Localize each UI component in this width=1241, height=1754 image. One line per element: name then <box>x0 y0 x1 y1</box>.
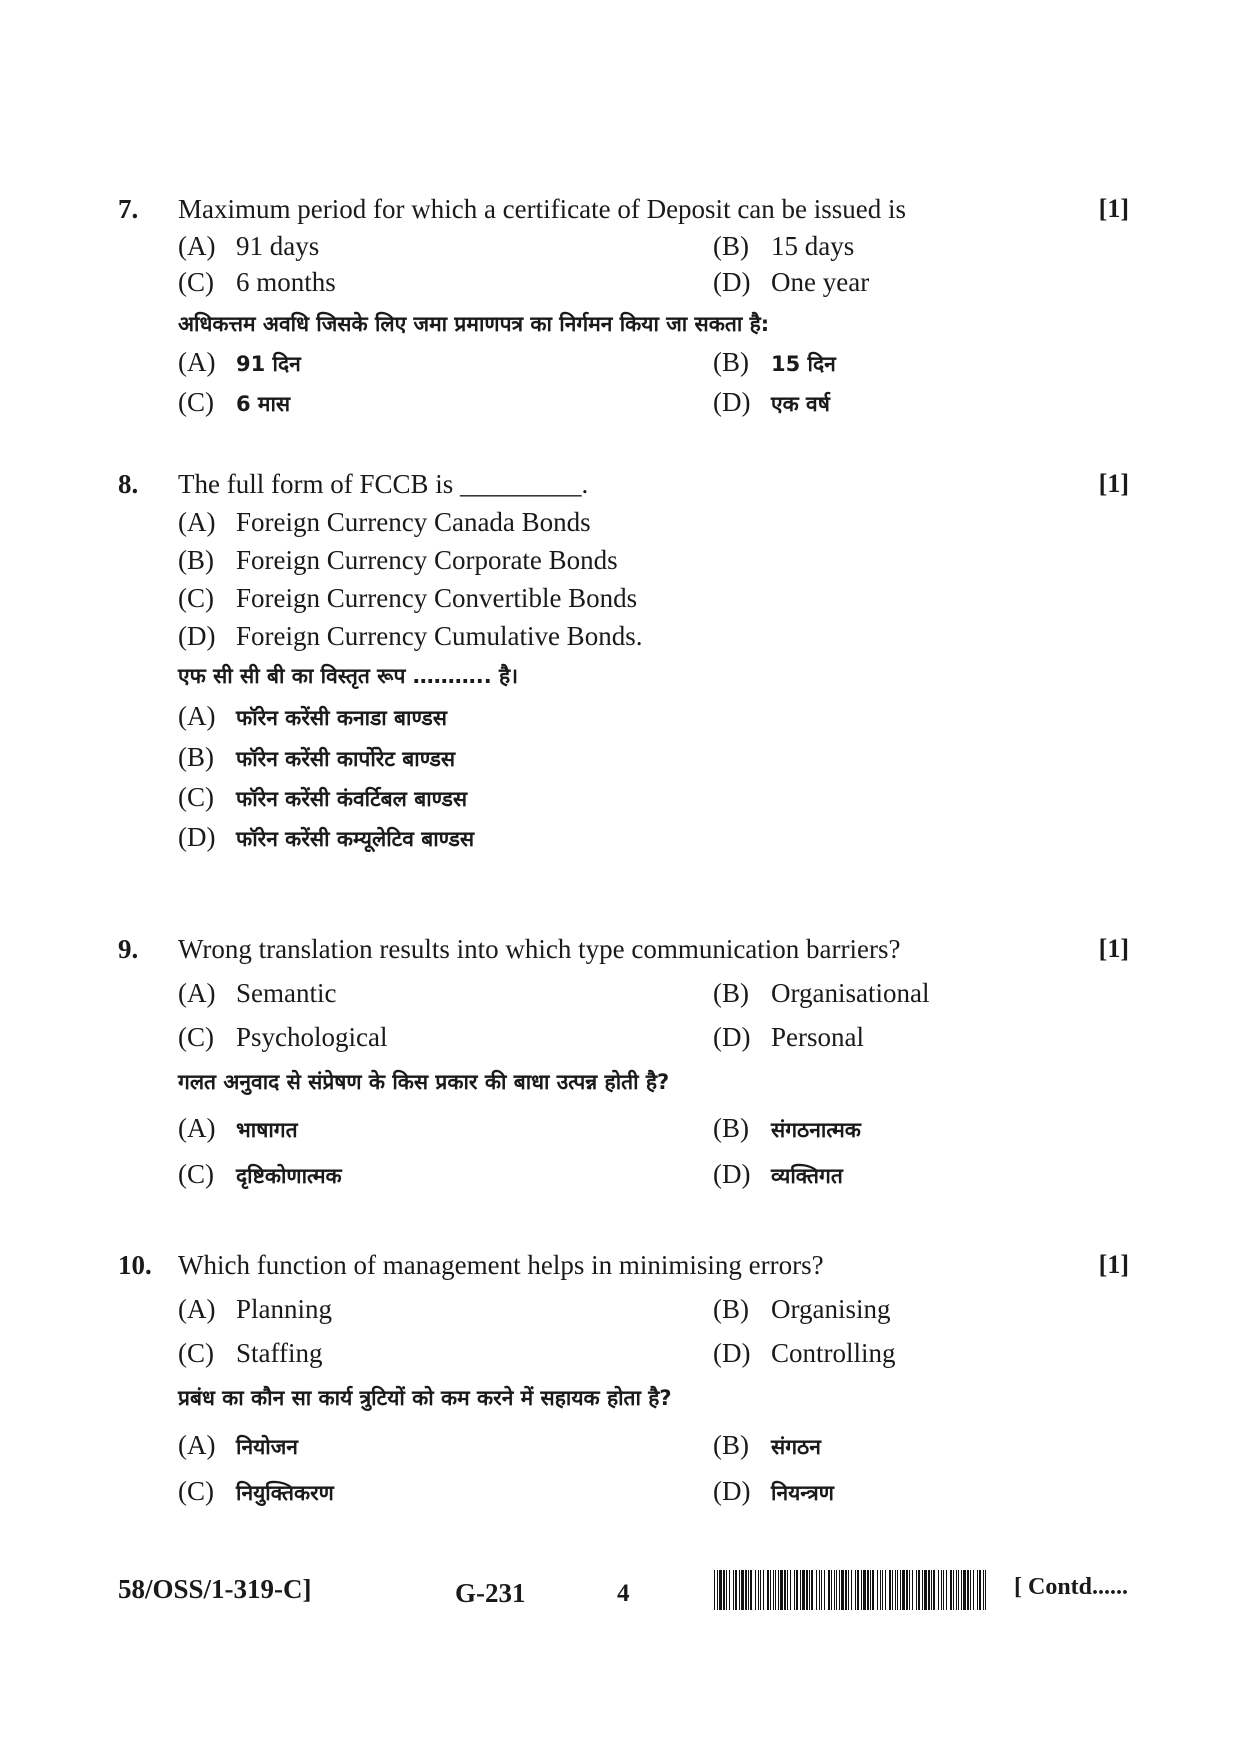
barcode-bar <box>775 1570 776 1610</box>
hindi-option-d: (D) व्यक्तिगत <box>713 1159 843 1189</box>
barcode-bar <box>845 1570 847 1610</box>
question-marks: [1] <box>1098 1250 1129 1279</box>
barcode-bar <box>767 1570 769 1610</box>
continued-label: [ Contd...... <box>1014 1574 1129 1600</box>
option-a: (A) 91 days <box>178 231 320 261</box>
hindi-option-c: (C) दृष्टिकोणात्मक <box>178 1159 342 1189</box>
option-a: (A) Semantic <box>178 978 337 1008</box>
hindi-option-a: (A) नियोजन <box>178 1430 298 1460</box>
barcode <box>714 1570 986 1610</box>
barcode-bar <box>723 1570 725 1610</box>
hindi-option-b: (B) 15 दिन <box>713 347 836 377</box>
question-number: 10. <box>118 1250 152 1280</box>
option-d: (D) Personal <box>713 1022 864 1052</box>
barcode-bar <box>897 1570 898 1610</box>
barcode-bar <box>963 1570 966 1610</box>
barcode-bar <box>714 1570 715 1610</box>
barcode-bar <box>824 1570 825 1610</box>
barcode-bar <box>794 1570 795 1610</box>
barcode-bar <box>790 1570 791 1610</box>
barcode-bar <box>806 1570 808 1610</box>
question-marks: [1] <box>1098 934 1129 963</box>
series-code: G-231 <box>455 1578 526 1608</box>
barcode-bar <box>933 1570 935 1610</box>
barcode-bar <box>922 1570 923 1610</box>
barcode-bar <box>857 1570 859 1610</box>
option-d: (D) Controlling <box>713 1338 896 1368</box>
barcode-bar <box>900 1570 901 1610</box>
option-a: (A) Foreign Currency Canada Bonds <box>178 507 591 537</box>
barcode-bar <box>828 1570 830 1610</box>
barcode-bar <box>872 1570 874 1610</box>
barcode-bar <box>741 1570 744 1610</box>
barcode-bar <box>956 1570 957 1610</box>
hindi-option-d: (D) फॉरेन करेंसी कम्यूलेटिव बाण्डस <box>178 822 475 852</box>
barcode-bar <box>906 1570 908 1610</box>
question-text-hindi: एफ सी सी बी का विस्तृत रूप ……….. है। <box>178 664 519 688</box>
question-text-hindi: प्रबंध का कौन सा कार्य त्रुटियों को कम करने में सहायक होता है? <box>178 1386 672 1410</box>
barcode-bar <box>861 1570 862 1610</box>
option-c: (C) Staffing <box>178 1338 323 1368</box>
barcode-bar <box>802 1570 805 1610</box>
barcode-bar <box>773 1570 774 1610</box>
barcode-bar <box>892 1570 893 1610</box>
barcode-bar <box>816 1570 817 1610</box>
barcode-bar <box>748 1570 749 1610</box>
hindi-option-a: (A) भाषागत <box>178 1113 298 1143</box>
barcode-bar <box>895 1570 896 1610</box>
question-text: Which function of management helps in minimising errors? <box>178 1250 824 1280</box>
question-text: Maximum period for which a certificate of Deposit can be issued is <box>178 194 907 224</box>
question-number: 7. <box>118 194 139 224</box>
barcode-bar <box>867 1570 869 1610</box>
barcode-bar <box>912 1570 913 1610</box>
hindi-option-b: (B) संगठनात्मक <box>713 1113 861 1143</box>
barcode-bar <box>760 1570 761 1610</box>
question-text: Wrong translation results into which type communication barriers? <box>178 934 901 964</box>
barcode-bar <box>809 1570 810 1610</box>
question-number: 8. <box>118 469 139 499</box>
barcode-bar <box>821 1570 822 1610</box>
option-b: (B) Organisational <box>713 978 930 1008</box>
barcode-bar <box>839 1570 840 1610</box>
barcode-bar <box>863 1570 866 1610</box>
barcode-bar <box>938 1570 939 1610</box>
barcode-bar <box>855 1570 856 1610</box>
hindi-option-c: (C) 6 मास <box>178 387 291 417</box>
paper-code: 58/OSS/1-319-C] <box>118 1574 312 1604</box>
barcode-bar <box>811 1570 813 1610</box>
barcode-bar <box>967 1570 969 1610</box>
option-d: (D) Foreign Currency Cumulative Bonds. <box>178 621 643 651</box>
barcode-bar <box>889 1570 891 1610</box>
barcode-bar <box>739 1570 740 1610</box>
barcode-bar <box>717 1570 718 1610</box>
barcode-bar <box>851 1570 852 1610</box>
question-number: 9. <box>118 934 139 964</box>
barcode-bar <box>733 1570 734 1610</box>
hindi-option-b: (B) संगठन <box>713 1430 821 1460</box>
barcode-bar <box>870 1570 871 1610</box>
barcode-bar <box>950 1570 952 1610</box>
question-text: The full form of FCCB is _________. <box>178 469 589 499</box>
question-marks: [1] <box>1098 469 1129 498</box>
barcode-bar <box>836 1570 837 1610</box>
barcode-bar <box>819 1570 820 1610</box>
barcode-bar <box>941 1570 942 1610</box>
hindi-option-c: (C) फॉरेन करेंसी कंवर्टिबल बाण्डस <box>178 782 468 812</box>
option-a: (A) Planning <box>178 1294 333 1324</box>
option-b: (B) Foreign Currency Corporate Bonds <box>178 545 618 575</box>
barcode-bar <box>778 1570 779 1610</box>
option-b: (B) 15 days <box>713 231 855 261</box>
barcode-bar <box>796 1570 798 1610</box>
barcode-bar <box>735 1570 737 1610</box>
hindi-option-a: (A) फॉरेन करेंसी कनाडा बाण्डस <box>178 701 447 731</box>
barcode-bar <box>848 1570 849 1610</box>
barcode-bar <box>918 1570 920 1610</box>
hindi-option-c: (C) नियुक्तिकरण <box>178 1476 334 1506</box>
barcode-bar <box>784 1570 786 1610</box>
hindi-option-d: (D) नियन्त्रण <box>713 1476 834 1506</box>
barcode-bar <box>841 1570 844 1610</box>
barcode-bar <box>979 1570 981 1610</box>
barcode-bar <box>729 1570 730 1610</box>
barcode-bar <box>970 1570 971 1610</box>
barcode-bar <box>916 1570 917 1610</box>
option-b: (B) Organising <box>713 1294 891 1324</box>
hindi-option-d: (D) एक वर्ष <box>713 387 830 417</box>
barcode-bar <box>755 1570 756 1610</box>
barcode-bar <box>943 1570 944 1610</box>
barcode-bar <box>763 1570 764 1610</box>
hindi-option-a: (A) 91 दिन <box>178 347 301 377</box>
barcode-bar <box>924 1570 927 1610</box>
barcode-bar <box>831 1570 832 1610</box>
barcode-bar <box>780 1570 783 1610</box>
option-d: (D) One year <box>713 267 870 297</box>
question-text-hindi: अधिकत्तम अवधि जिसके लिए जमा प्रमाणपत्र का निर्गमन किया जा सकता है: <box>178 312 770 336</box>
barcode-bar <box>885 1570 886 1610</box>
barcode-bar <box>882 1570 883 1610</box>
barcode-bar <box>958 1570 959 1610</box>
barcode-bar <box>787 1570 788 1610</box>
barcode-bar <box>985 1570 986 1610</box>
barcode-bar <box>726 1570 727 1610</box>
barcode-bar <box>750 1570 752 1610</box>
barcode-bar <box>909 1570 910 1610</box>
barcode-bar <box>719 1570 722 1610</box>
hindi-option-b: (B) फॉरेन करेंसी कार्पोरेट बाण्डस <box>178 742 456 772</box>
barcode-bar <box>977 1570 978 1610</box>
barcode-bar <box>877 1570 878 1610</box>
barcode-bar <box>961 1570 962 1610</box>
barcode-bar <box>880 1570 881 1610</box>
barcode-bar <box>770 1570 771 1610</box>
option-c: (C) 6 months <box>178 267 336 297</box>
barcode-bar <box>983 1570 984 1610</box>
question-marks: [1] <box>1098 194 1129 223</box>
barcode-bar <box>902 1570 905 1610</box>
question-text-hindi: गलत अनुवाद से संप्रेषण के किस प्रकार की बाधा उत्पन्न होती है? <box>178 1070 670 1094</box>
option-c: (C) Foreign Currency Convertible Bonds <box>178 583 638 613</box>
barcode-bar <box>928 1570 930 1610</box>
option-c: (C) Psychological <box>178 1022 388 1052</box>
page-number: 4 <box>617 1580 630 1607</box>
barcode-bar <box>931 1570 932 1610</box>
barcode-bar <box>973 1570 974 1610</box>
barcode-bar <box>946 1570 947 1610</box>
barcode-bar <box>953 1570 954 1610</box>
barcode-bar <box>800 1570 801 1610</box>
barcode-bar <box>834 1570 835 1610</box>
barcode-bar <box>758 1570 759 1610</box>
barcode-bar <box>745 1570 747 1610</box>
